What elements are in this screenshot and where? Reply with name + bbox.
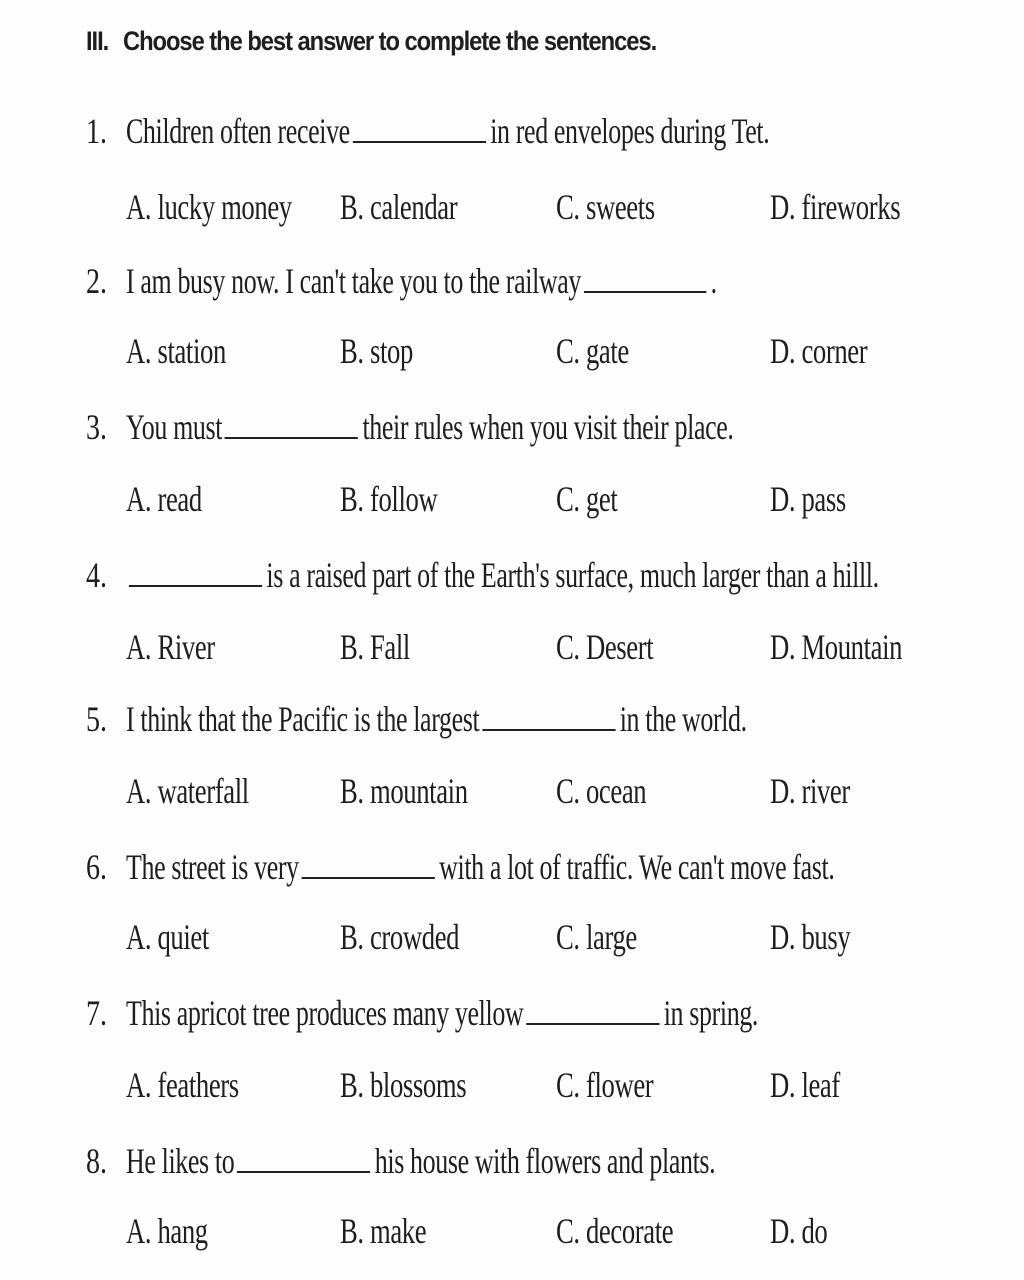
section-numeral: III. — [86, 26, 109, 56]
option-d[interactable]: D. Mountain — [770, 627, 903, 667]
option-d[interactable]: D. do — [770, 1211, 828, 1251]
option-a[interactable]: A. waterfall — [126, 771, 249, 811]
options-2 — [126, 326, 926, 376]
section-instruction: Choose the best answer to complete the sentences. — [122, 26, 657, 56]
question-text-after: in red envelopes during Tet. — [490, 111, 770, 151]
option-b[interactable]: B. stop — [340, 331, 413, 371]
option-c[interactable]: C. Desert — [556, 627, 654, 667]
question-text-after: with a lot of traffic. We can't move fast. — [439, 847, 835, 887]
question-text-after: their rules when you visit their place. — [362, 407, 734, 447]
option-d[interactable]: D. pass — [770, 479, 846, 519]
options-7 — [126, 1060, 926, 1110]
answer-blank — [225, 407, 358, 439]
option-d[interactable]: D. busy — [770, 917, 851, 957]
option-b[interactable]: B. blossoms — [340, 1065, 467, 1105]
question-number: 6. — [86, 847, 108, 887]
option-d[interactable]: D. river — [770, 771, 850, 811]
options-8 — [126, 1206, 926, 1256]
answer-blank — [353, 111, 486, 143]
question-2 — [86, 256, 946, 306]
option-b[interactable]: B. crowded — [340, 917, 460, 957]
option-d[interactable]: D. corner — [770, 331, 868, 371]
question-text — [126, 988, 758, 1038]
section-header — [86, 26, 656, 57]
question-text-after: is a raised part of the Earth's surface, much larger than a hilll. — [266, 555, 879, 595]
question-number: 4. — [86, 555, 108, 595]
option-b[interactable]: B. calendar — [340, 187, 458, 227]
question-text-before: I think that the Pacific is the largest — [126, 699, 480, 739]
question-text — [126, 842, 834, 892]
question-text-after: his house with flowers and plants. — [374, 1141, 716, 1181]
question-6 — [86, 842, 946, 892]
answer-blank — [482, 699, 615, 731]
option-b[interactable]: B. make — [340, 1211, 427, 1251]
option-c[interactable]: C. large — [556, 917, 637, 957]
option-c[interactable]: C. sweets — [556, 187, 655, 227]
question-7 — [86, 988, 946, 1038]
options-3 — [126, 474, 926, 524]
answer-blank — [129, 555, 262, 587]
answer-blank — [584, 261, 706, 293]
option-c[interactable]: C. get — [556, 479, 618, 519]
question-text-after: in the world. — [619, 699, 747, 739]
question-text-after: in spring. — [663, 993, 759, 1033]
question-text — [126, 402, 734, 452]
option-a[interactable]: A. quiet — [126, 917, 209, 957]
options-4 — [126, 622, 926, 672]
option-d[interactable]: D. fireworks — [770, 187, 901, 227]
question-text-before: Children often receive — [126, 111, 350, 151]
question-1 — [86, 106, 946, 156]
option-b[interactable]: B. Fall — [340, 627, 410, 667]
question-number: 8. — [86, 1141, 108, 1181]
options-1 — [126, 182, 926, 232]
question-3 — [86, 402, 946, 452]
option-a[interactable]: A. station — [126, 331, 226, 371]
question-5 — [86, 694, 946, 744]
question-8 — [86, 1136, 946, 1186]
option-b[interactable]: B. mountain — [340, 771, 468, 811]
question-text — [126, 1136, 715, 1186]
option-c[interactable]: C. decorate — [556, 1211, 674, 1251]
question-text — [126, 694, 747, 744]
question-text-before: I am busy now. I can't take you to the railway — [126, 261, 582, 301]
option-c[interactable]: C. flower — [556, 1065, 654, 1105]
question-number: 7. — [86, 993, 108, 1033]
option-a[interactable]: A. River — [126, 627, 215, 667]
option-a[interactable]: A. read — [126, 479, 202, 519]
question-text — [126, 256, 717, 306]
option-a[interactable]: A. hang — [126, 1211, 208, 1251]
option-d[interactable]: D. leaf — [770, 1065, 840, 1105]
question-number: 3. — [86, 407, 108, 447]
question-text — [126, 550, 879, 600]
question-text — [126, 106, 769, 156]
answer-blank — [237, 1141, 370, 1173]
options-5 — [126, 766, 926, 816]
option-a[interactable]: A. lucky money — [126, 187, 292, 227]
question-number: 2. — [86, 261, 108, 301]
question-text-before: The street is very — [126, 847, 299, 887]
question-number: 1. — [86, 111, 108, 151]
answer-blank — [526, 993, 659, 1025]
option-b[interactable]: B. follow — [340, 479, 438, 519]
option-c[interactable]: C. gate — [556, 331, 629, 371]
question-text-before: This apricot tree produces many yellow — [126, 993, 524, 1033]
answer-blank — [302, 847, 435, 879]
question-number: 5. — [86, 699, 108, 739]
question-text-before: You must — [126, 407, 223, 447]
question-text-before: He likes to — [126, 1141, 235, 1181]
question-text-after: . — [710, 261, 717, 301]
question-4 — [86, 550, 946, 600]
options-6 — [126, 912, 926, 962]
option-a[interactable]: A. feathers — [126, 1065, 239, 1105]
option-c[interactable]: C. ocean — [556, 771, 647, 811]
